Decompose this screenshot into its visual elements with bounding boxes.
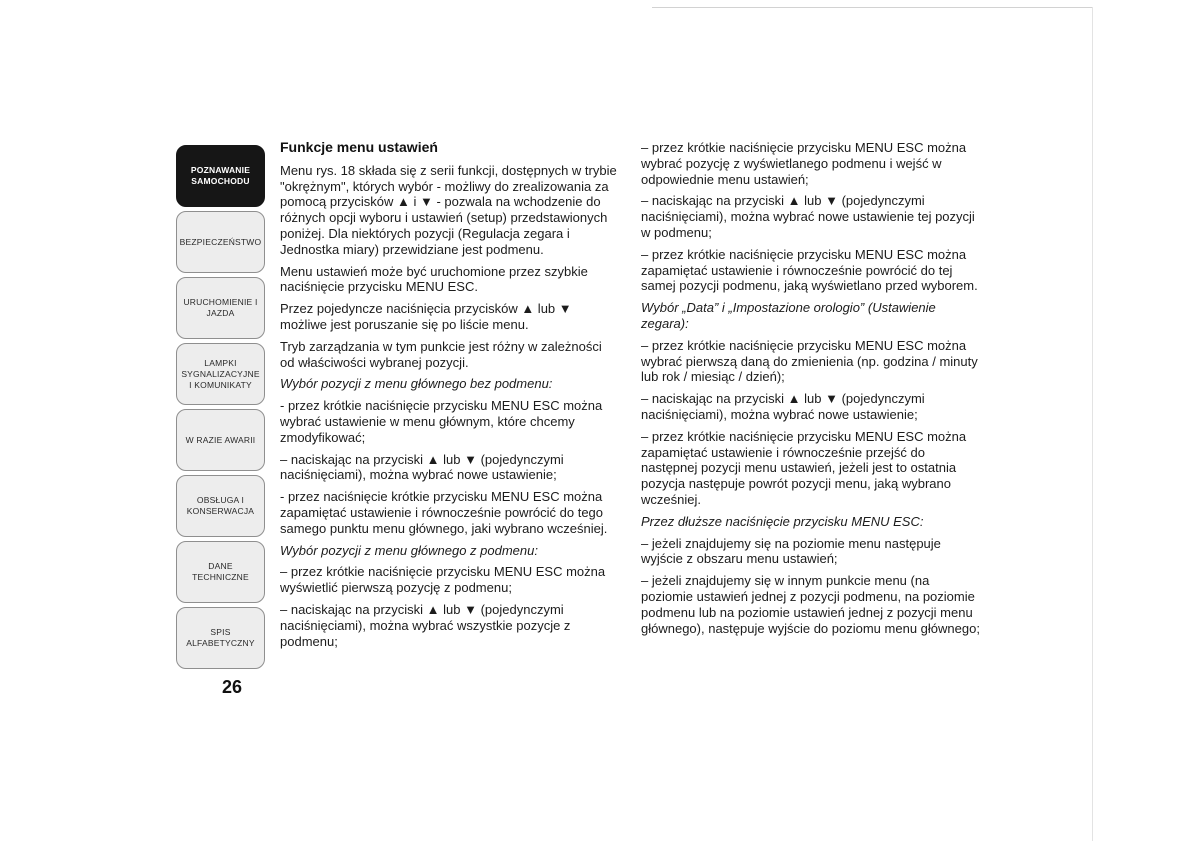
page-edge-top xyxy=(652,7,1093,8)
paragraph: - przez krótkie naciśnięcie przycisku MENU ESC można wybrać ustawienie w menu głównym, które chcemy zmodyfikować; xyxy=(280,398,603,445)
sidebar-tab-obsluga-i-konserwacja: OBSŁUGA I KONSERWACJA xyxy=(176,475,265,537)
text-column-right xyxy=(641,140,980,655)
subsection-label: Wybór pozycji z menu głównego bez podmenu: xyxy=(280,376,553,392)
paragraph: – naciskając na przyciski ▲ lub ▼ (pojedynczymi naciśnięciami), można wybrać nowe ustawienie; xyxy=(641,391,925,422)
page-number: 26 xyxy=(222,677,243,697)
subsection-label: Wybór pozycji z menu głównego z podmenu: xyxy=(280,542,538,558)
paragraph: – jeżeli znajdujemy się w innym punkcie menu (na poziomie ustawień jednej z pozycji podmenu, na poziomie podmenu lub na poziomie ustawień jednej z pozycji menu głównego), następuje wyjście do poziomu menu głównego; xyxy=(641,573,980,636)
paragraph: - przez naciśnięcie krótkie przycisku MENU ESC można zapamiętać ustawienie i równocześnie powrócić do tego samego punktu menu głównego, jaki wybrano wcześniej. xyxy=(280,489,608,536)
subsection-label: Wybór „Data” i „Impostazione orologio” (Ustawienie zegara): xyxy=(641,300,936,331)
text-column-left xyxy=(280,140,619,655)
sidebar-tab-dane-techniczne: DANE TECHNICZNE xyxy=(176,541,265,603)
page-content xyxy=(280,140,980,655)
page-edge-right xyxy=(1092,7,1093,841)
paragraph: – przez krótkie naciśnięcie przycisku MENU ESC można wyświetlić pierwszą pozycję z podmenu; xyxy=(280,564,606,596)
paragraph: – naciskając na przyciski ▲ lub ▼ (pojedynczymi naciśnięciami), można wybrać nowe ustawienie tej pozycji w podmenu; xyxy=(641,193,975,240)
sidebar-tab-poznawanie-samochodu: POZNAWANIE SAMOCHODU xyxy=(176,145,265,207)
sidebar-tab-spis-alfabetyczny: SPIS ALFABETYCZNY xyxy=(176,607,265,669)
sidebar-tab-bezpieczenstwo: BEZPIECZEŃSTWO xyxy=(176,211,265,273)
sidebar-tab-uruchomienie-i-jazda: URUCHOMIENIE I JAZDA xyxy=(176,277,265,339)
paragraph: – naciskając na przyciski ▲ lub ▼ (pojedynczymi naciśnięciami), można wybrać nowe ustawienie; xyxy=(280,451,564,483)
sidebar-tab-lampki-sygnalizacyjne-i-komunikaty: LAMPKI SYGNALIZACYJNE I KOMUNIKATY xyxy=(176,343,265,405)
paragraph: – przez krótkie naciśnięcie przycisku MENU ESC można wybrać pozycję z wyświetlanego podmenu i wejść w odpowiednie menu ustawień; xyxy=(641,140,967,187)
chapter-tab-list xyxy=(176,145,265,669)
paragraph: – przez krótkie naciśnięcie przycisku MENU ESC można zapamiętać ustawienie i równocześnie przejść do następnej pozycji menu ustawień, jeżeli jest to ostatnia pozycja następuje powrót pozycji menu, jaką wybrano wcześniej. xyxy=(641,428,967,507)
paragraph: – przez krótkie naciśnięcie przycisku MENU ESC można zapamiętać ustawienie i równocześnie powrócić do tej samej pozycji podmenu, jaką wyświetlano przed wyborem. xyxy=(641,246,978,294)
paragraph: – jeżeli znajdujemy się na poziomie menu następuje wyjście z obszaru menu ustawień; xyxy=(641,535,941,567)
section-title: Funkcje menu ustawień xyxy=(280,139,438,155)
subsection-label: Przez dłuższe naciśnięcie przycisku MENU ESC: xyxy=(641,513,924,529)
paragraph: Przez pojedyncze naciśnięcia przycisków ▲ lub ▼ możliwe jest poruszanie się po liście menu. xyxy=(280,301,572,332)
paragraph: – naciskając na przyciski ▲ lub ▼ (pojedynczymi naciśnięciami), można wybrać wszystkie pozycje z podmenu; xyxy=(280,601,571,649)
paragraph: Menu ustawień może być uruchomione przez szybkie naciśnięcie przycisku MENU ESC. xyxy=(280,263,588,295)
sidebar-tab-w-razie-awarii: W RAZIE AWARII xyxy=(176,409,265,471)
paragraph: Tryb zarządzania w tym punkcie jest różny w zależności od właściwości wybranej pozycji. xyxy=(280,338,602,370)
paragraph: – przez krótkie naciśnięcie przycisku MENU ESC można wybrać pierwszą daną do zmienienia (np. godzina / minuty lub rok / miesiąc / dzień); xyxy=(641,337,978,385)
paragraph: Menu rys. 18 składa się z serii funkcji, dostępnych w trybie "okrężnym", których wybór - możliwy do zrealizowania za pomocą przycisków ▲ i ▼ - pozwala na wchodzenie do różnych opcji wyboru i ustawień (setup) przedstawionych poniżej. Dla niektórych pozycji (Regulacja zegara i Jednostka miary) przewidziane jest podmenu. xyxy=(280,162,617,257)
